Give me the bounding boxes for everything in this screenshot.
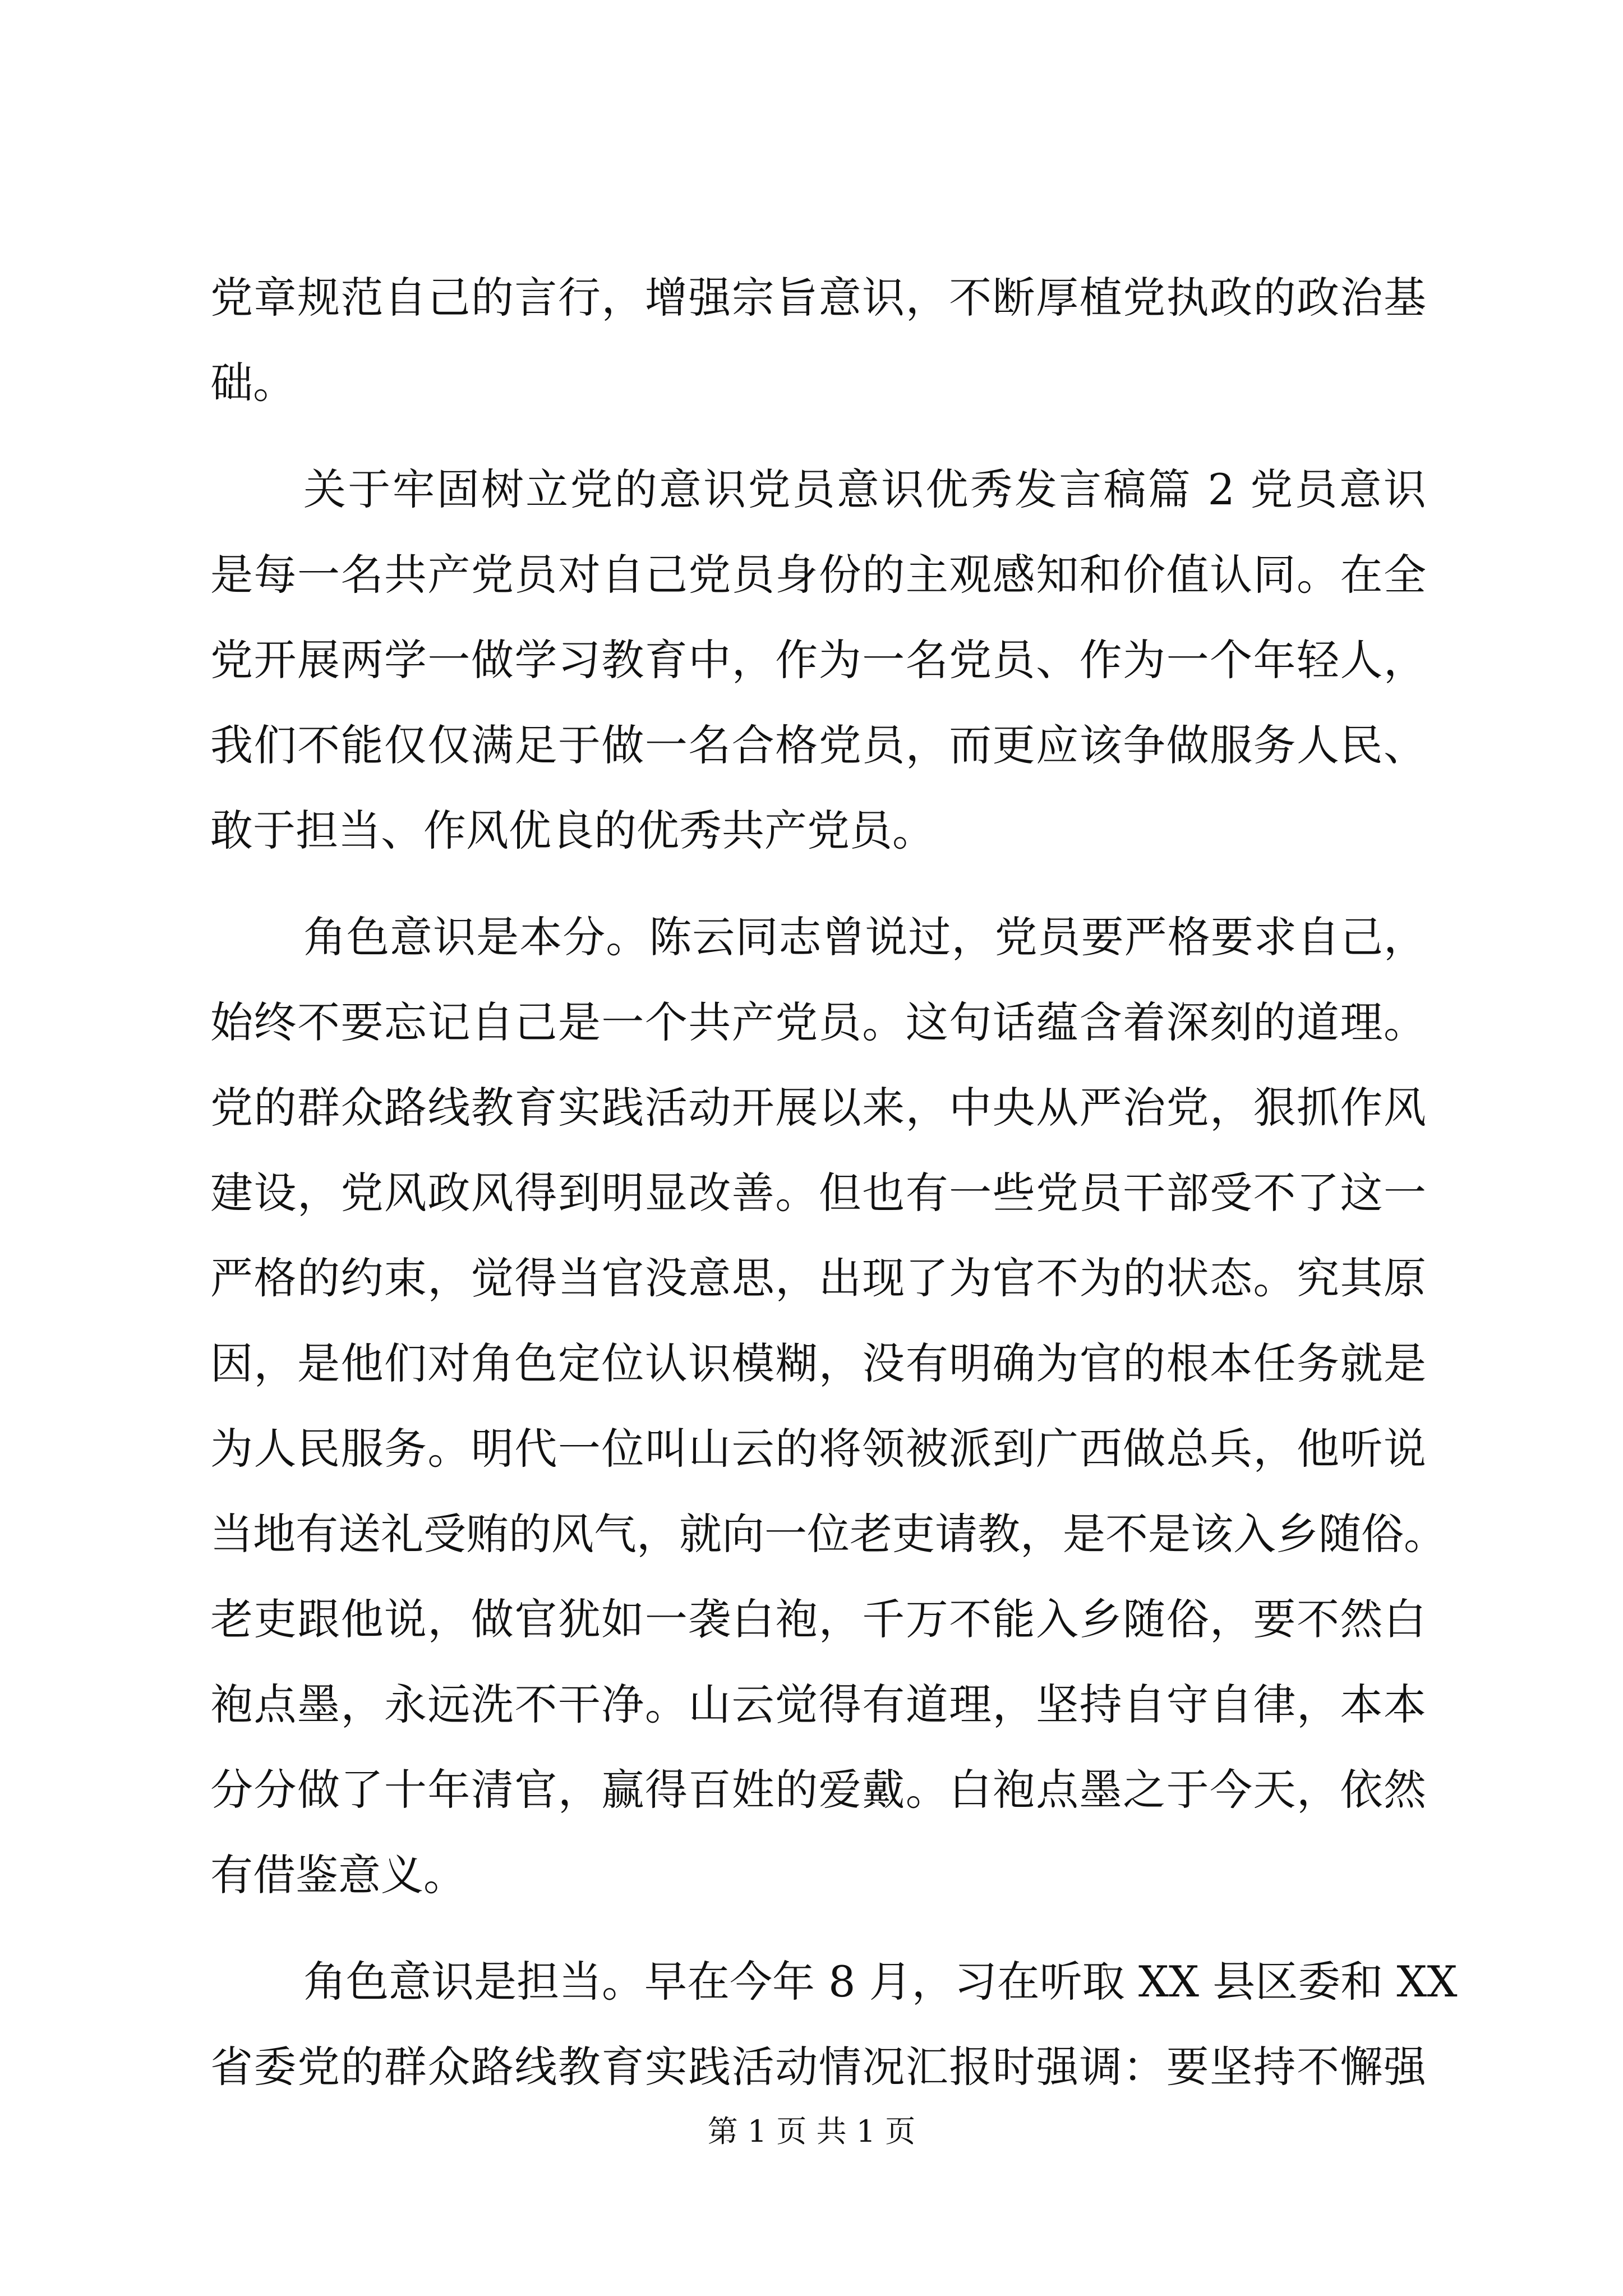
text-line: 当地有送礼受贿的风气，就向一位老吏请教，是不是该入乡随俗。 (210, 1509, 1446, 1559)
text-line: 础。 (210, 358, 296, 408)
text-line: 是每一名共产党员对自己党员身份的主观感知和价值认同。在全 (210, 550, 1426, 600)
text-line: 我们不能仅仅满足于做一名合格党员，而更应该争做服务人民、 (210, 720, 1426, 770)
text-line: 关于牢固树立党的意识党员意识优秀发言稿篇 2 党员意识 (303, 464, 1426, 514)
text-line: 为人民服务。明代一位叫山云的将领被派到广西做总兵，他听说 (210, 1424, 1426, 1474)
text-line: 党章规范自己的言行，增强宗旨意识，不断厚植党执政的政治基 (210, 273, 1426, 323)
page-number-footer: 第 1 页 共 1 页 (707, 2114, 916, 2149)
text-line: 老吏跟他说，做官犹如一袭白袍，千万不能入乡随俗，要不然白 (210, 1594, 1426, 1644)
text-line: 袍点墨，永远洗不干净。山云觉得有道理，坚持自守自律，本本 (210, 1680, 1426, 1729)
text-line: 严格的约束，觉得当官没意思，出现了为官不为的状态。究其原 (210, 1253, 1426, 1303)
text-line: 党开展两学一做学习教育中，作为一名党员、作为一个年轻人， (210, 635, 1426, 685)
text-line: 因，是他们对角色定位认识模糊，没有明确为官的根本任务就是 (210, 1338, 1426, 1388)
text-line: 建设，党风政风得到明显改善。但也有一些党员干部受不了这一 (210, 1168, 1426, 1218)
text-line: 敢于担当、作风优良的优秀共产党员。 (210, 806, 935, 855)
text-line: 始终不要忘记自己是一个共产党员。这句话蕴含着深刻的道理。 (210, 997, 1426, 1047)
text-line: 分分做了十年清官，赢得百姓的爱戴。白袍点墨之于今天，依然 (210, 1765, 1426, 1815)
text-line: 党的群众路线教育实践活动开展以来，中央从严治党，狠抓作风 (210, 1083, 1426, 1133)
text-line: 角色意识是担当。早在今年 8 月，习在听取 XX 县区委和 XX (303, 1957, 1458, 2007)
text-line: 有借鉴意义。 (210, 1850, 466, 1900)
text-line: 角色意识是本分。陈云同志曾说过，党员要严格要求自己， (303, 912, 1426, 962)
document-body (210, 255, 1458, 2110)
text-line: 省委党的群众路线教育实践活动情况汇报时强调：要坚持不懈强 (210, 2042, 1426, 2092)
